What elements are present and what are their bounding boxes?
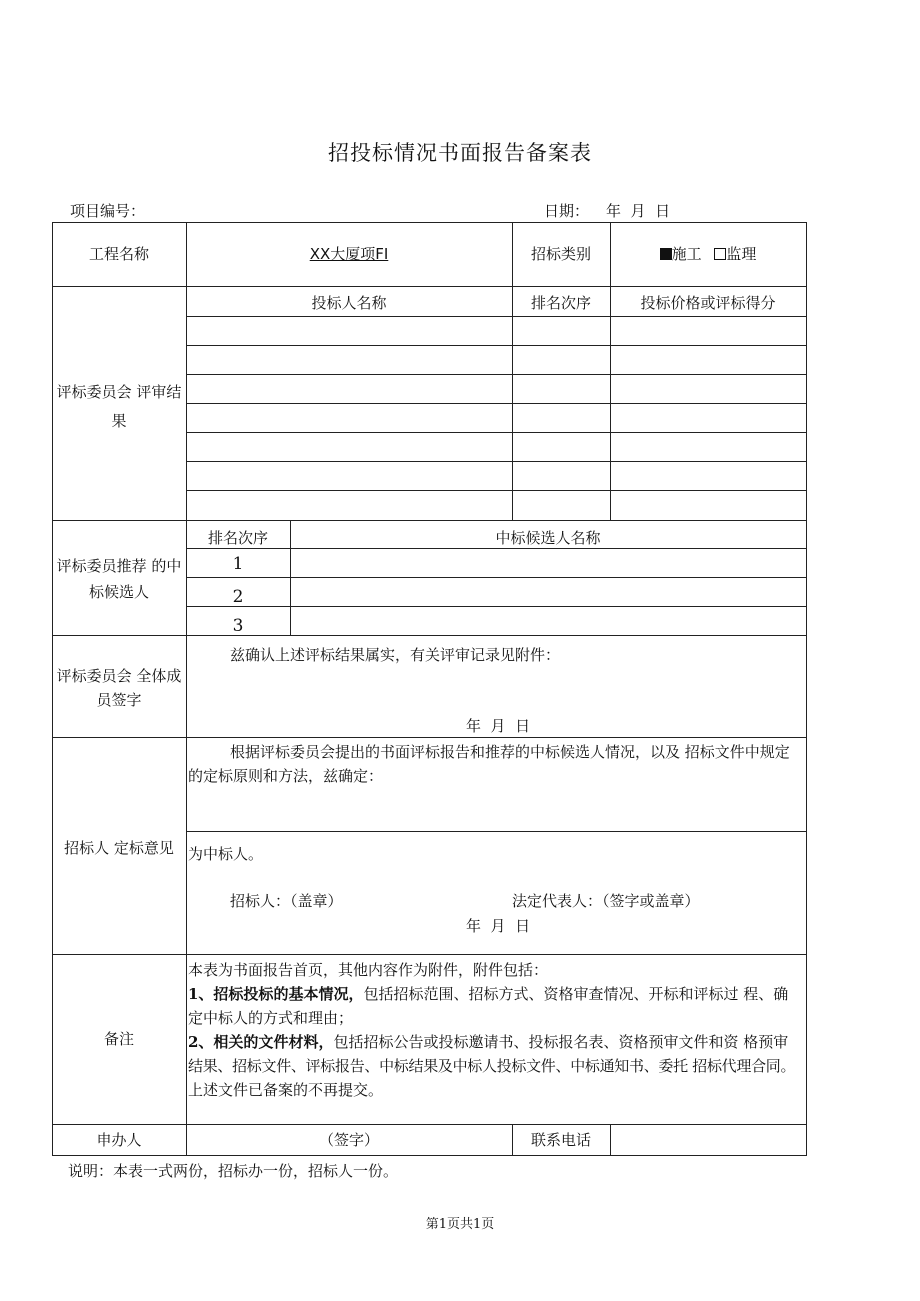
- candidate-rank-3: 3: [232, 616, 244, 636]
- remarks-item-1: [188, 982, 804, 1006]
- date-placeholder: 年 月 日: [606, 202, 671, 220]
- candidates-label-line2: 标候选人: [88, 583, 149, 601]
- page-number: 第1页共1页: [425, 1217, 495, 1232]
- review-header-rank: 排名次序: [530, 294, 591, 312]
- signatures-label-line2: 员签字: [96, 691, 142, 709]
- candidates-label-line1: 评标委员推荐 的中: [56, 557, 182, 575]
- signatures-date: 年 月 日: [466, 717, 531, 735]
- decision-text-line1: 根据评标委员会提出的书面评标报告和推荐的中标候选人情况，以及 招标文件中规定: [230, 743, 790, 761]
- candidates-header-name: 中标候选人名称: [495, 529, 601, 547]
- remarks-closing: 上述文件已备案的不再提交。: [188, 1081, 384, 1099]
- date-label: 日期：: [544, 202, 590, 220]
- tender-type-options: [610, 242, 806, 266]
- remarks-item-2: [188, 1030, 804, 1054]
- supervision-label: 监理: [726, 245, 757, 263]
- candidate-rank-1: 1: [232, 554, 244, 574]
- remarks-item-1-title: 1、招标投标的基本情况，: [188, 985, 364, 1003]
- legal-rep-label: 法定代表人：（签字或盖章）: [512, 892, 700, 910]
- construction-checkbox[interactable]: [660, 248, 672, 260]
- decision-date: 年 月 日: [466, 917, 531, 935]
- review-header-score: 投标价格或评标得分: [640, 294, 776, 312]
- page-title: 招投标情况书面报告备案表: [328, 141, 592, 165]
- review-label-line2: 果: [111, 412, 127, 430]
- remarks-item-1-text: 包括招标范围、招标方式、资格审查情况、开标和评标过 程、确: [363, 985, 789, 1003]
- footnote: 说明：本表一式两份，招标办一份，招标人一份。: [68, 1162, 399, 1180]
- project-name-label: 工程名称: [88, 245, 149, 263]
- decision-label: 招标人 定标意见: [64, 839, 174, 857]
- decision-text-line2: 的定标原则和方法，兹确定：: [188, 767, 384, 785]
- remarks-item-1-cont: 定中标人的方式和理由；: [188, 1009, 354, 1027]
- project-name-value: XX大厦项FI: [309, 245, 389, 263]
- remarks-item-2-text: 包括招标公告或投标邀请书、投标报名表、资格预审文件和资 格预审: [333, 1033, 789, 1051]
- project-number-label: 项目编号：: [70, 202, 146, 220]
- handler-phone-label: 联系电话: [530, 1131, 591, 1149]
- candidates-header-rank: 排名次序: [207, 529, 268, 547]
- decision-winner-suffix: 为中标人。: [188, 845, 264, 863]
- handler-label: 申办人: [96, 1131, 142, 1149]
- signatures-statement: 兹确认上述评标结果属实，有关评审记录见附件：: [230, 646, 561, 664]
- remarks-label: 备注: [103, 1030, 134, 1048]
- signatures-label-line1: 评标委员会 全体成: [56, 667, 182, 685]
- supervision-checkbox[interactable]: [714, 248, 726, 260]
- candidate-rank-2: 2: [232, 587, 244, 607]
- review-header-bidder: 投标人名称: [311, 294, 387, 312]
- review-label-line1: 评标委员会 评审结: [56, 383, 182, 401]
- tenderer-seal-label: 招标人：（盖章）: [230, 892, 343, 910]
- remarks-intro: 本表为书面报告首页，其他内容作为附件，附件包括：: [188, 961, 549, 979]
- handler-sign: （签字）: [318, 1131, 379, 1149]
- remarks-item-2-title: 2、相关的文件材料，: [188, 1033, 334, 1051]
- remarks-item-2-cont: 结果、招标文件、评标报告、中标结果及中标人投标文件、中标通知书、委托 招标代理合同。: [188, 1057, 796, 1075]
- construction-label: 施工: [671, 245, 702, 263]
- tender-type-label: 招标类别: [530, 245, 591, 263]
